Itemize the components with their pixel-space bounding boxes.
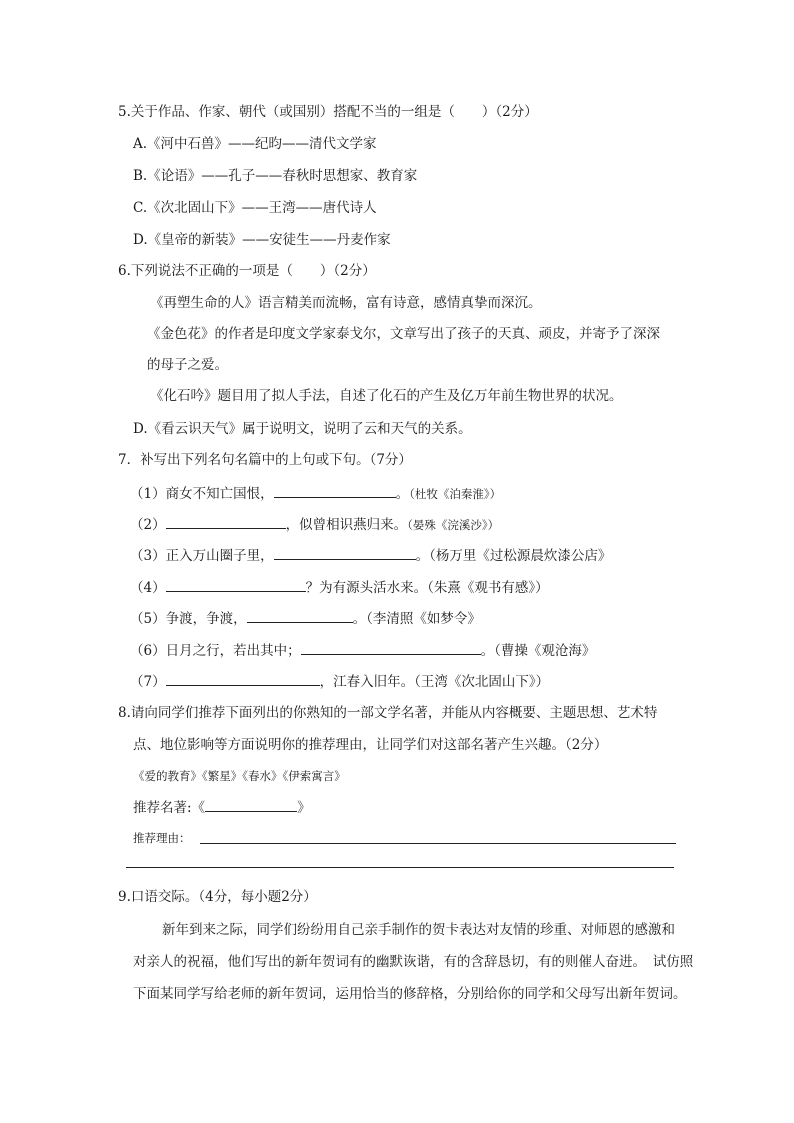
q7-item-2: （2） ，似曾相识燕归来。（晏殊《浣溪沙》）: [130, 514, 499, 534]
q6-option-d: D.《看云识天气》属于说明文，说明了云和天气的关系。: [133, 421, 472, 437]
q7-item-6: （6）日月之行，若出其中； 。（曹操《观沧海》: [130, 640, 595, 660]
q6-line-2: 《金色花》的作者是印度文学家泰戈尔，文章写出了孩子的天真、顽皮，并寄予了深深: [147, 326, 660, 342]
q6-line-4: 《化石吟》题目用了拟人手法，自述了化石的产生及亿万年前生物世界的状况。: [150, 388, 623, 404]
q7-item-4: （4） ？为有源头活水来。（朱熹《观书有感》）: [130, 577, 549, 597]
q8-stem-line-1: 8.请向同学们推荐下面列出的你熟知的一部文学名著，并能从内容概要、主题思想、艺术特: [118, 705, 658, 721]
q7-item-7: （7） ，江春入旧年。（王湾《次北固山下》）: [130, 671, 549, 691]
answer-blank[interactable]: [166, 514, 286, 529]
answer-blank[interactable]: [274, 545, 416, 560]
answer-blank[interactable]: [247, 608, 353, 623]
q5-option-a: A.《河中石兽》——纪昀——清代文学家: [133, 136, 377, 152]
reason-answer-line-2[interactable]: [126, 867, 674, 868]
q7-item-1: （1）商女不知亡国恨， 。（杜牧《泊秦淮》）: [130, 483, 501, 503]
answer-blank[interactable]: [274, 483, 396, 498]
q8-book-list: 《爱的教育》《繁星》《春水》《伊索寓言》: [133, 769, 346, 783]
q7-item-3: （3）正入万山圈子里， 。（杨万里《过松源晨炊漆公店》: [130, 545, 611, 565]
q8-stem-line-2: 点、地位影响等方面说明你的推荐理由，让同学们对这部名著产生兴趣。（2分）: [133, 737, 608, 753]
q5-option-c: C.《次北固山下》——王湾——唐代诗人: [133, 200, 377, 216]
answer-blank[interactable]: [166, 577, 306, 592]
q6-line-1: 《再塑生命的人》语言精美而流畅，富有诗意，感情真挚而深沉。: [150, 295, 542, 311]
q5-option-b: B.《论语》——孔子——春秋时思想家、教育家: [133, 168, 418, 184]
q9-stem: 9.口语交际。（4分，每小题2分）: [118, 889, 317, 905]
q8-recommend-row: 推荐名著:《 》: [133, 797, 311, 817]
recommend-book-blank[interactable]: [205, 797, 297, 812]
q9-paragraph-line-3: 下面某同学写给老师的新年贺词，运用恰当的修辞格，分别给你的同学和父母写出新年贺词。: [133, 986, 687, 1002]
q5-stem: 5.关于作品、作家、朝代（或国别）搭配不当的一组是（ ）（2分）: [118, 104, 538, 120]
answer-blank[interactable]: [166, 671, 320, 686]
reason-answer-line-1[interactable]: [200, 843, 676, 844]
answer-blank[interactable]: [301, 640, 481, 655]
q5-option-d: D.《皇帝的新装》——安徒生——丹麦作家: [133, 232, 391, 248]
q8-reason-label: 推荐理由：: [133, 831, 191, 845]
q9-paragraph-line-1: 新年到来之际，同学们纷纷用自己亲手制作的贺卡表达对友情的珍重、对师恩的感激和: [162, 922, 675, 938]
q6-stem: 6.下列说法不正确的一项是（ ）（2分）: [118, 263, 376, 279]
q7-stem: 7．补写出下列名句名篇中的上句或下句。（7分）: [118, 452, 412, 468]
q7-item-5: （5）争渡，争渡， 。（李清照《如梦令》: [130, 608, 481, 628]
q9-paragraph-line-2: 对亲人的祝福，他们写出的新年贺词有的幽默诙谐，有的含辞恳切，有的则催人奋进。 试仿照: [133, 954, 694, 970]
q6-line-3: 的母子之爱。: [147, 357, 228, 373]
